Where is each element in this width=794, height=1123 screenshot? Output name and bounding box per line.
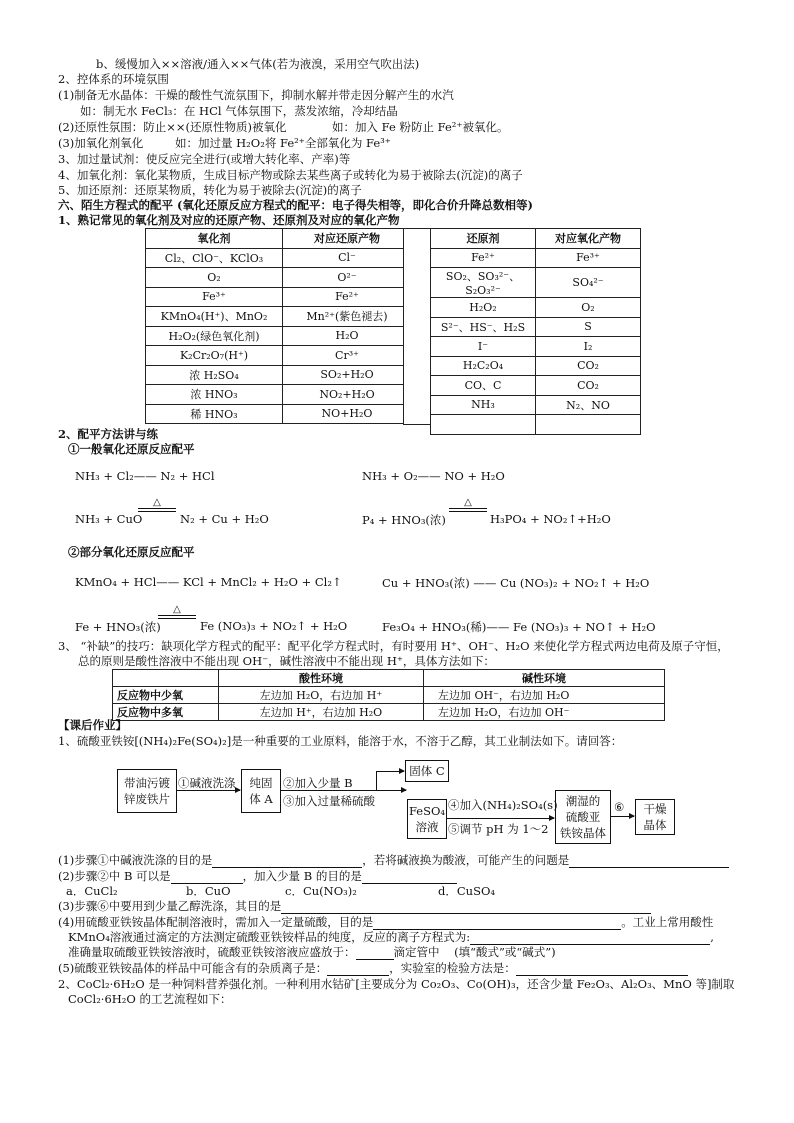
equation: KMnO₄ + HCl—— KCl + MnCl₂ + H₂O + Cl₂↑ xyxy=(75,575,342,589)
table-cell: 左边加 OH⁻，右边加 H₂O xyxy=(424,687,665,704)
flow-step-label: ①碱液洗涤 xyxy=(178,776,236,790)
table-cell: K₂Cr₂O₇(H⁺) xyxy=(146,346,283,366)
subsection-heading: ①一般氧化还原反应配平 xyxy=(68,442,195,456)
flow-step-label: ⑤调节 pH 为 1～2 xyxy=(448,822,549,836)
oxidant-table xyxy=(145,228,412,424)
equation-right: H₃PO₄ + NO₂↑+H₂O xyxy=(490,512,611,526)
answer-blank[interactable] xyxy=(281,913,651,914)
table-cell: H₂C₂O₄ xyxy=(431,356,536,376)
answer-blank[interactable] xyxy=(212,867,362,868)
question-text: CoCl₂·6H₂O 的工艺流程如下： xyxy=(68,992,232,1006)
question-line xyxy=(68,945,556,960)
section-heading: 2、配平方法讲与练 xyxy=(58,427,159,441)
question-line xyxy=(58,899,651,914)
flow-branch-line xyxy=(376,771,377,790)
question-text: (5)硫酸亚铁铵晶体的样品中可能含有的杂质离子是： xyxy=(58,961,328,975)
text-line: (2)还原性氛围：防止××(还原性物质)被氧化 xyxy=(58,120,287,134)
text-line: 3、加过量试剂：使反应完全进行(或增大转化率、产率)等 xyxy=(58,152,351,166)
flow-arrow xyxy=(446,818,554,819)
table-cell: Cl⁻ xyxy=(283,248,412,268)
question-text: 。工业上常用酸性 xyxy=(621,915,714,929)
table-cell: Fe³⁺ xyxy=(536,248,641,268)
heat-condition xyxy=(158,605,196,619)
equation: NH₃ + O₂—— NO + H₂O xyxy=(362,469,505,483)
table-cell: S xyxy=(536,317,641,337)
flow-box-solid-c xyxy=(405,760,449,782)
question-line xyxy=(58,853,729,868)
table-cell: Cl₂、ClO⁻、KClO₃ xyxy=(146,248,283,268)
flow-step-label: ②加入少量 B xyxy=(283,776,353,790)
question-text: 1、硫酸亚铁铵[(NH₄)₂Fe(SO₄)₂]是一种重要的工业原料，能溶于水，不溶于乙醇，其工业制法如下。请回答： xyxy=(58,734,623,748)
table-cell: SO₄²⁻ xyxy=(536,268,641,298)
equals-line xyxy=(449,508,487,512)
question-line xyxy=(58,915,713,930)
equation-right: N₂ + Cu + H₂O xyxy=(180,512,269,526)
table-header: 对应还原产物 xyxy=(283,229,412,249)
table-cell: I₂ xyxy=(536,337,641,357)
question-line xyxy=(58,961,688,976)
table-cell: O₂ xyxy=(146,268,283,288)
table-cell: CO₂ xyxy=(536,376,641,396)
question-text: 滴定管中 xyxy=(393,945,440,959)
table-cell: H₂O₂ xyxy=(431,298,536,318)
table-cell: NO+H₂O xyxy=(283,404,412,424)
flow-box-text: 纯固 xyxy=(249,776,273,790)
equation-left: NH₃ + CuO xyxy=(75,512,143,526)
text-line: b、缓慢加入××溶液/通入××气体(若为液溴，采用空气吹出法) xyxy=(96,57,420,71)
option-b: b．CuO xyxy=(186,884,231,898)
table-cell: 反应物中少氧 xyxy=(113,687,219,704)
table-header: 酸性环境 xyxy=(219,670,424,687)
text-line: 如：加入 Fe 粉防止 Fe²⁺被氧化。 xyxy=(332,120,509,134)
text-line: (3)加氧化剂氧化 xyxy=(58,136,144,150)
question-text: KMnO₄溶液通过滴定的方法测定硫酸亚铁铵样品的纯度，反应的离子方程式为: xyxy=(68,930,471,944)
flow-arrow xyxy=(376,771,404,772)
equation: Fe₃O₄ + HNO₃(稀)—— Fe (NO₃)₃ + NO↑ + H₂O xyxy=(382,620,656,634)
table-cell: S²⁻、HS⁻、H₂S xyxy=(431,317,536,337)
table-cell: 稀 HNO₃ xyxy=(146,404,283,424)
equation-left: Fe + HNO₃(浓) xyxy=(75,620,161,634)
flow-arrow xyxy=(610,816,634,817)
flow-box-dry-crystal xyxy=(635,799,675,835)
reductant-table xyxy=(430,228,641,435)
table-cell xyxy=(536,415,641,435)
table-header: 碱性环境 xyxy=(424,670,665,687)
question-text: 2、CoCl₂·6H₂O 是一种饲料营养强化剂。一种利用水钴矿[主要成分为 Co₂O₃、Co(OH)₃，还含少量 Fe₂O₃、Al₂O₃、MnO 等]制取 xyxy=(58,977,735,991)
heat-symbol: △ xyxy=(464,497,472,508)
question-line xyxy=(58,869,457,884)
answer-blank[interactable] xyxy=(356,959,394,960)
table-cell: SO₂+H₂O xyxy=(283,365,412,385)
answer-blank[interactable] xyxy=(516,975,688,976)
table-cell: 反应物中多氧 xyxy=(113,704,219,721)
equals-line xyxy=(158,615,196,619)
environment-table xyxy=(112,669,665,721)
table-cell: H₂O xyxy=(283,326,412,346)
option-a: a．CuCl₂ xyxy=(66,884,118,898)
question-line: KMnO₄溶液通过滴定的方法测定硫酸亚铁铵样品的纯度，反应的离子方程式为: , xyxy=(68,930,714,944)
equals-line xyxy=(138,508,176,512)
table-cell: NH₃ xyxy=(431,395,536,415)
table-cell: 左边加 H⁺，右边加 H₂O xyxy=(219,704,424,721)
flow-box-feso4 xyxy=(407,799,447,839)
table-cell: H₂O₂(绿色氧化剂) xyxy=(146,326,283,346)
table-cell: KMnO₄(H⁺)、MnO₂ xyxy=(146,307,283,327)
question-text: (4)用硫酸亚铁铵晶体配制溶液时，需加入一定量硫酸，目的是 xyxy=(58,915,374,929)
flow-box-text: 溶液 xyxy=(415,820,439,834)
answer-blank[interactable] xyxy=(327,975,389,976)
table-cell: N₂、NO xyxy=(536,395,641,415)
flow-box-text: 锌废铁片 xyxy=(124,792,170,806)
equation: Cu + HNO₃(浓) —— Cu (NO₃)₂ + NO₂↑ + H₂O xyxy=(382,576,650,590)
flow-box-solid-a xyxy=(241,769,281,813)
table-cell: Fe²⁺ xyxy=(283,287,412,307)
flow-box-text: FeSO₄ xyxy=(408,804,446,818)
table-cell: 浓 HNO₃ xyxy=(146,385,283,405)
flow-step-label: ③加入过量稀硫酸 xyxy=(283,794,375,808)
heat-symbol: △ xyxy=(173,604,181,615)
section-heading: 2、控体系的环境氛围 xyxy=(58,72,169,86)
text-line: (1)制备无水晶体：干燥的酸性气流氛围下，抑制水解并带走因分解产生的水汽 xyxy=(58,88,454,102)
table-divider xyxy=(403,228,431,425)
table-cell: 浓 H₂SO₄ xyxy=(146,365,283,385)
heat-condition xyxy=(138,498,176,512)
section-heading: 1、熟记常见的氧化剂及对应的还原产物、还原剂及对应的氧化产物 xyxy=(58,213,400,227)
question-text: (填“酸式”或“碱式”) xyxy=(454,945,556,959)
flow-box-raw-material xyxy=(117,769,177,813)
flow-step-label: ④加入(NH₄)₂SO₄(s) xyxy=(448,798,558,812)
table-header: 对应氧化产物 xyxy=(536,229,641,249)
question-text: ，加入少量 B 的目的是 xyxy=(242,869,362,883)
text-line: 如：制无水 FeCl₃：在 HCl 气体氛围下，蒸发浓缩，冷却结晶 xyxy=(80,104,398,118)
question-text: (2)步骤②中 B 可以是 xyxy=(58,869,171,883)
question-text: ，若将碱液换为酸液，可能产生的问题是 xyxy=(362,853,570,867)
equation-left: P₄ + HNO₃(浓) xyxy=(362,513,446,527)
table-cell: CO₂ xyxy=(536,356,641,376)
table-cell: Fe³⁺ xyxy=(146,287,283,307)
question-text: ，实验室的检验方法是： xyxy=(389,961,516,975)
table-cell: Mn²⁺(紫色褪去) xyxy=(283,307,412,327)
flow-step-label: ⑥ xyxy=(614,800,625,814)
question-text: 准确量取硫酸亚铁铵溶液时，硫酸亚铁铵溶液应盛放于： xyxy=(68,945,356,959)
flow-box-text: 硫酸亚 xyxy=(565,810,601,824)
table-cell xyxy=(431,415,536,435)
flow-box-text: 铁铵晶体 xyxy=(560,826,606,840)
option-c: c．Cu(NO₃)₂ xyxy=(285,884,357,898)
option-d: d．CuSO₄ xyxy=(438,884,495,898)
flow-box-wet-crystal xyxy=(555,790,611,844)
text-line: 3、 “补缺”的技巧：缺项化学方程式的配平：配平化学方程式时，有时要用 H⁺、OH⁻、H₂O 来使化学方程式两边电荷及原子守恒， xyxy=(58,639,729,653)
heat-condition xyxy=(449,498,487,512)
table-header xyxy=(113,670,219,687)
table-cell: O₂ xyxy=(536,298,641,318)
table-header: 氧化剂 xyxy=(146,229,283,249)
text-line: 4、加氧化剂：氧化某物质，生成目标产物或除去某些离子或转化为易于被除去(沉淀)的离子 xyxy=(58,168,523,182)
subsection-heading: ②部分氧化还原反应配平 xyxy=(68,545,195,559)
text-line: 总的原则是酸性溶液中不能出现 OH⁻，碱性溶液中不能出现 H⁺，具体方法如下： xyxy=(78,654,495,668)
table-cell: 左边加 H₂O，右边加 OH⁻ xyxy=(424,704,665,721)
table-cell: Fe²⁺ xyxy=(431,248,536,268)
text-line: 如：加过量 H₂O₂将 Fe²⁺全部氧化为 Fe³⁺ xyxy=(175,136,391,150)
table-cell: Cr³⁺ xyxy=(283,346,412,366)
flow-box-text: 体 A xyxy=(249,792,273,806)
question-text: (1)步骤①中碱液洗涤的目的是 xyxy=(58,853,213,867)
table-cell: I⁻ xyxy=(431,337,536,357)
table-header: 还原剂 xyxy=(431,229,536,249)
flow-box-text: 干燥 xyxy=(643,802,667,816)
flow-box-text: 带油污镀 xyxy=(124,776,170,790)
equation: NH₃ + Cl₂—— N₂ + HCl xyxy=(75,469,215,483)
table-cell: SO₂、SO₃²⁻、S₂O₃²⁻ xyxy=(431,268,536,298)
table-cell: CO、C xyxy=(431,376,536,396)
table-cell: NO₂+H₂O xyxy=(283,385,412,405)
flow-box-text: 固体 C xyxy=(409,764,445,778)
homework-title: 【课后作业】 xyxy=(58,718,127,732)
table-cell: 左边加 H₂O，右边加 H⁺ xyxy=(219,687,424,704)
answer-blank[interactable] xyxy=(569,867,729,868)
text-line: 5、加还原剂：还原某物质，转化为易于被除去(沉淀)的离子 xyxy=(58,183,362,197)
heat-symbol: △ xyxy=(153,497,161,508)
section-heading: 六、陌生方程式的配平 (氧化还原反应方程式的配平：电子得失相等，即化合价升降总数相等) xyxy=(58,198,533,212)
question-text: (3)步骤⑥中要用到少量乙醇洗涤，其目的是 xyxy=(58,899,282,913)
table-cell: O²⁻ xyxy=(283,268,412,288)
equation-right: Fe (NO₃)₃ + NO₂↑ + H₂O xyxy=(200,619,348,633)
flow-box-text: 晶体 xyxy=(643,818,667,832)
flow-box-text: 潮湿的 xyxy=(565,794,601,808)
